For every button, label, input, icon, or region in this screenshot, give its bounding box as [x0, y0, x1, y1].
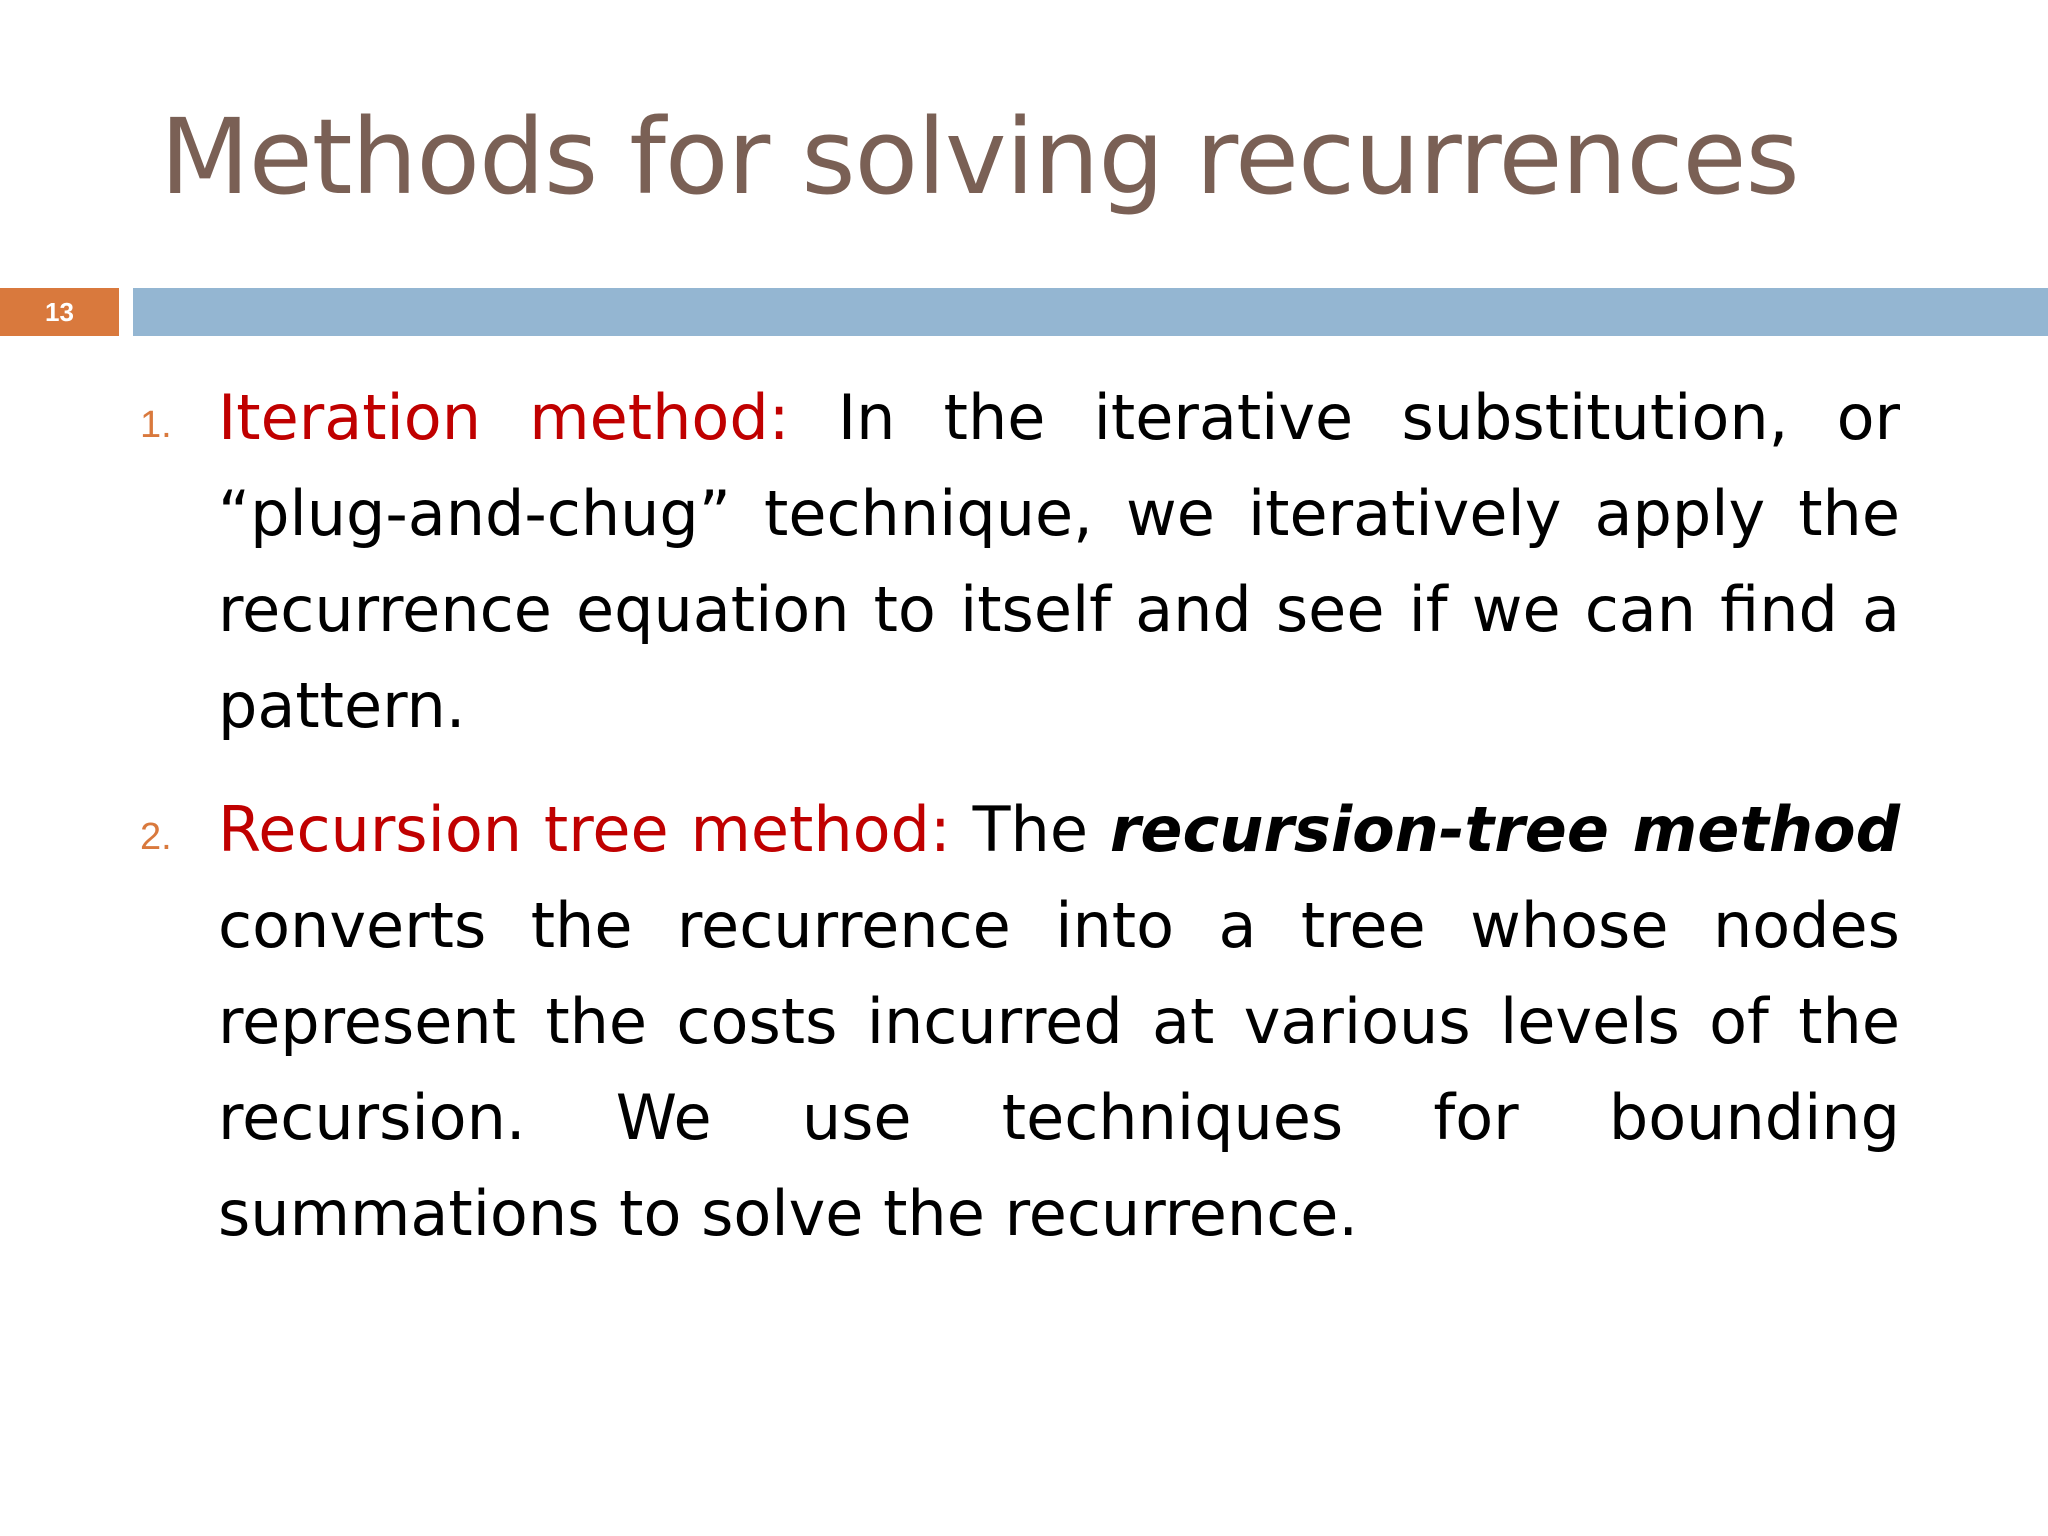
list-item-emphasis: recursion-tree method	[1109, 793, 1900, 866]
list-item	[140, 782, 1900, 1262]
list-item-body: In the iterative substitution, or “plug-and-chug” technique, we iteratively apply the recurrence equation to itself and see if we can find a pattern.	[218, 381, 1900, 742]
list-item	[140, 370, 1900, 754]
list-item-text	[218, 782, 1900, 1262]
slide-number-badge: 13	[0, 288, 119, 336]
slide-content	[140, 370, 1900, 1290]
list-item-text	[218, 370, 1900, 754]
list-item-lead: Iteration method:	[218, 381, 790, 454]
slide-title: Methods for solving recurrences	[160, 96, 1799, 218]
list-item-lead: Recursion tree method:	[218, 793, 951, 866]
list-item-pre: The	[972, 793, 1088, 866]
list-item-number: 1.	[140, 404, 172, 446]
list-item-number: 2.	[140, 816, 172, 858]
list-item-body: converts the recurrence into a tree whose nodes represent the costs incurred at various levels of the recursion. We use techniques for bounding summations to solve the recurrence.	[218, 889, 1900, 1250]
header-divider-bar	[133, 288, 2048, 336]
